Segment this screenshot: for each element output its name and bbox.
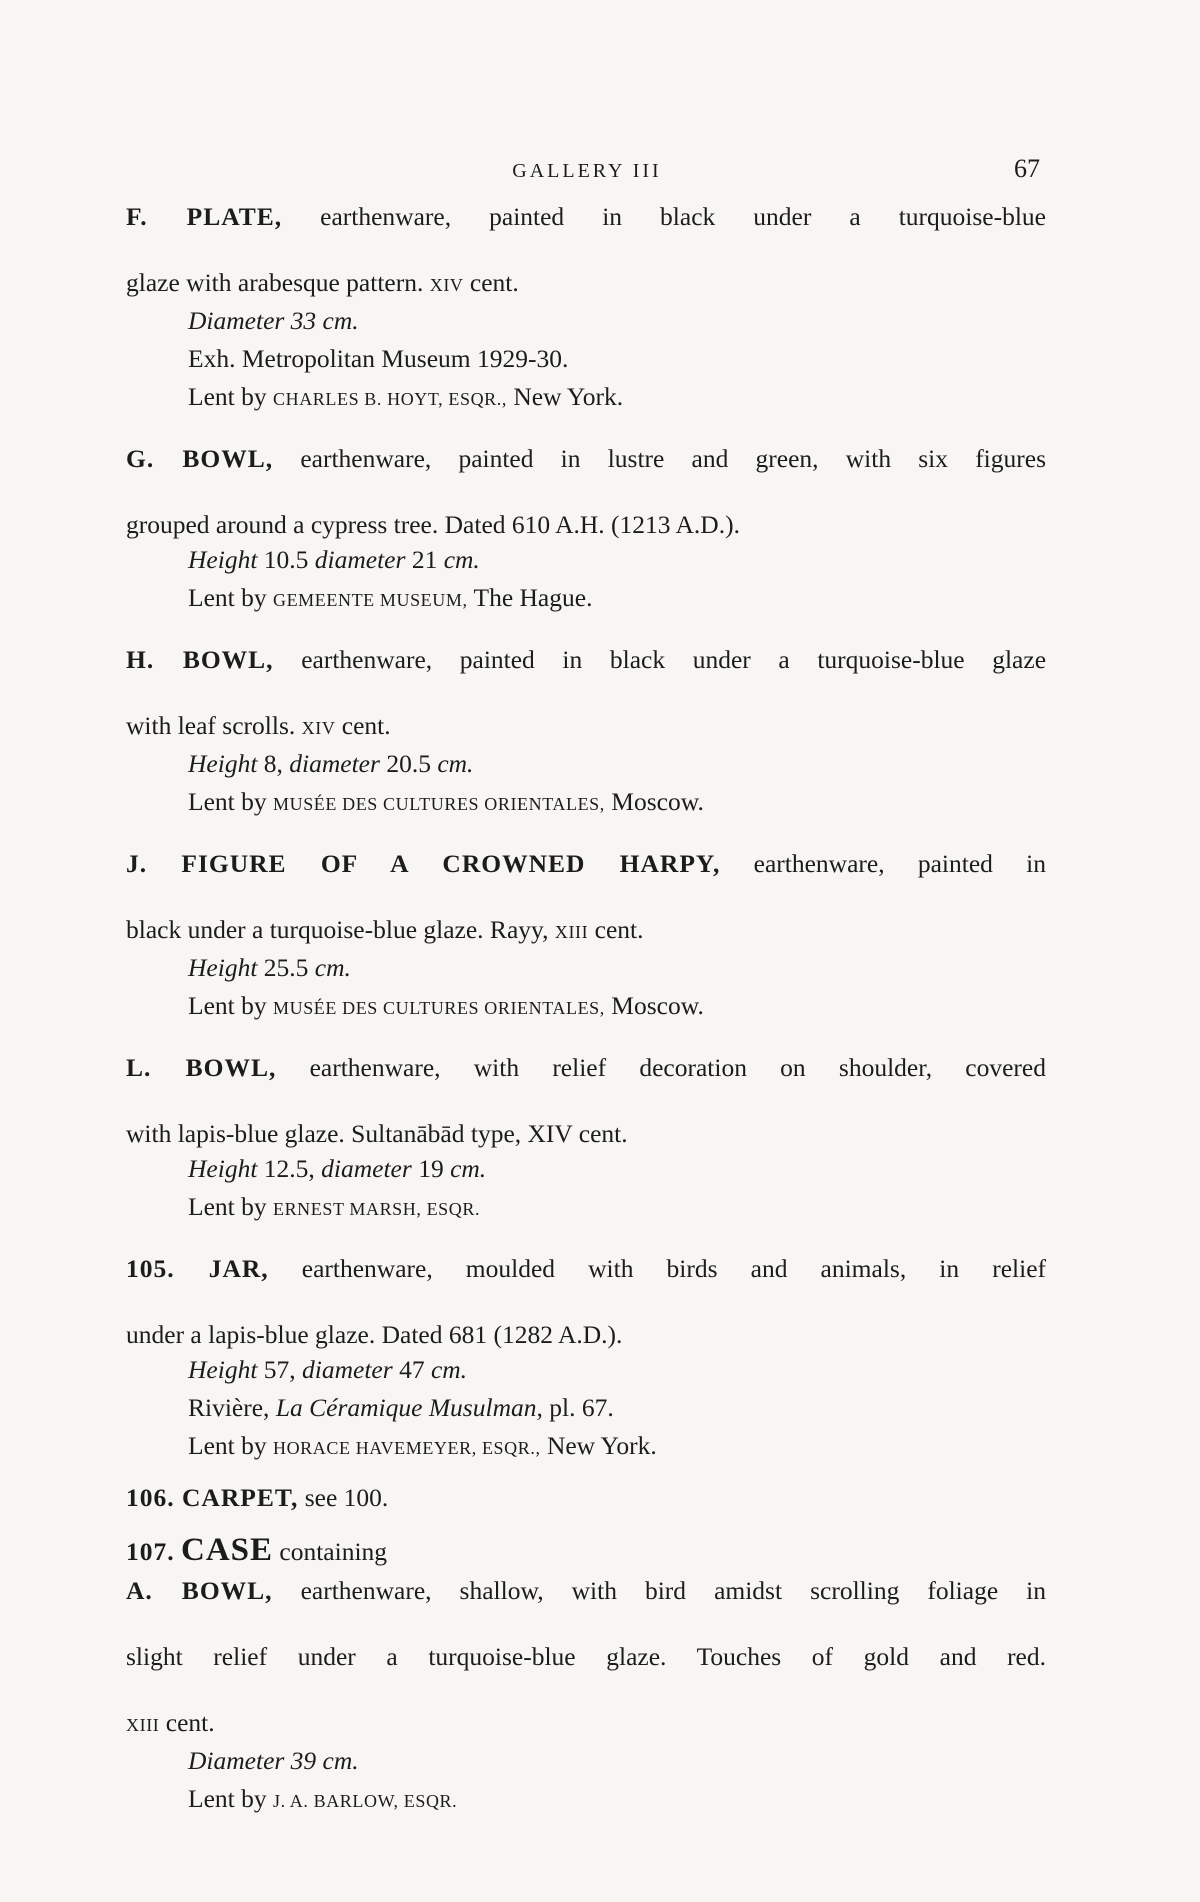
entry-heading-cont: glaze with arabesque pattern. XIV cent. [126, 268, 519, 297]
entry-lender: Lent by J. A. BARLOW, ESQR. [188, 1784, 458, 1813]
entry-106-carpet [126, 1481, 1046, 1514]
entry-dimensions: Diameter 33 cm. [188, 306, 359, 335]
entry-heading: G. BOWL, earthenware, painted in lustre and green, with six figures [126, 444, 1047, 473]
entry-heading: J. FIGURE OF A CROWNED HARPY, earthenware, painted in [126, 849, 1047, 878]
entry-107-case [126, 1534, 1046, 1568]
entry-dimensions: Height 8, diameter 20.5 cm. [188, 749, 474, 778]
entry-heading: H. BOWL, earthenware, painted in black under a turquoise-blue glaze [126, 645, 1047, 674]
entry-reference: Rivière, La Céramique Musulman, pl. 67. [188, 1393, 614, 1422]
entry-lender: Lent by MUSÉE DES CULTURES ORIENTALES, Moscow. [188, 991, 704, 1020]
entry-dimensions: Height 25.5 cm. [188, 953, 351, 982]
entry-heading-cont: black under a turquoise-blue glaze. Rayy, XIII cent. [126, 915, 644, 944]
entry-heading: F. PLATE, earthenware, painted in black under a turquoise-blue [126, 202, 1046, 231]
entry-heading: L. BOWL, earthenware, with relief decoration on shoulder, covered [126, 1053, 1046, 1082]
page-header [128, 154, 1046, 194]
entry-dimensions: Diameter 39 cm. [188, 1746, 359, 1775]
entry-lender: Lent by GEMEENTE MUSEUM, The Hague. [188, 583, 593, 612]
entry-j-figure [126, 847, 1046, 1027]
entry-l-bowl [126, 1051, 1046, 1228]
entry-lender: Lent by ERNEST MARSH, ESQR. [188, 1192, 481, 1221]
entry-heading-cont: grouped around a cypress tree. Dated 610 A.H. (1213 A.D.). [126, 510, 740, 539]
entry-105-jar [126, 1252, 1046, 1467]
catalogue-text [126, 200, 1046, 1844]
entry-heading-cont: with leaf scrolls. XIV cent. [126, 711, 391, 740]
running-title: GALLERY III [512, 160, 662, 182]
entry-g-bowl [126, 442, 1046, 619]
entry-lender: Lent by CHARLES B. HOYT, ESQR., New York. [188, 382, 624, 411]
entry-dimensions: Height 57, diameter 47 cm. [188, 1355, 468, 1384]
page-number: 67 [1014, 154, 1040, 183]
entry-h-bowl [126, 643, 1046, 823]
entry-heading: 106. CARPET, see 100. [126, 1483, 389, 1512]
entry-heading: A. BOWL, earthenware, shallow, with bird amidst scrolling foliage in [126, 1576, 1046, 1605]
entry-dimensions: Height 10.5 diameter 21 cm. [188, 545, 480, 574]
entry-lender: Lent by MUSÉE DES CULTURES ORIENTALES, Moscow. [188, 787, 704, 816]
entry-f-plate [126, 200, 1046, 418]
entry-heading-cont: with lapis-blue glaze. Sultanābād type, XIV cent. [126, 1119, 628, 1148]
entry-heading: 105. JAR, earthenware, moulded with birds and animals, in relief [126, 1254, 1047, 1283]
entry-heading-cont: under a lapis-blue glaze. Dated 681 (1282 A.D.). [126, 1320, 623, 1349]
entry-heading: 107. CASE containing [126, 1532, 388, 1568]
entry-dimensions: Height 12.5, diameter 19 cm. [188, 1154, 487, 1183]
entry-heading-cont: XIII cent. [126, 1708, 215, 1737]
entry-a-bowl [126, 1574, 1046, 1820]
entry-heading-cont: slight relief under a turquoise-blue glaze. Touches of gold and red. [126, 1642, 1046, 1671]
entry-exhibition: Exh. Metropolitan Museum 1929-30. [188, 344, 569, 373]
entry-lender: Lent by HORACE HAVEMEYER, ESQR., New York. [188, 1431, 657, 1460]
